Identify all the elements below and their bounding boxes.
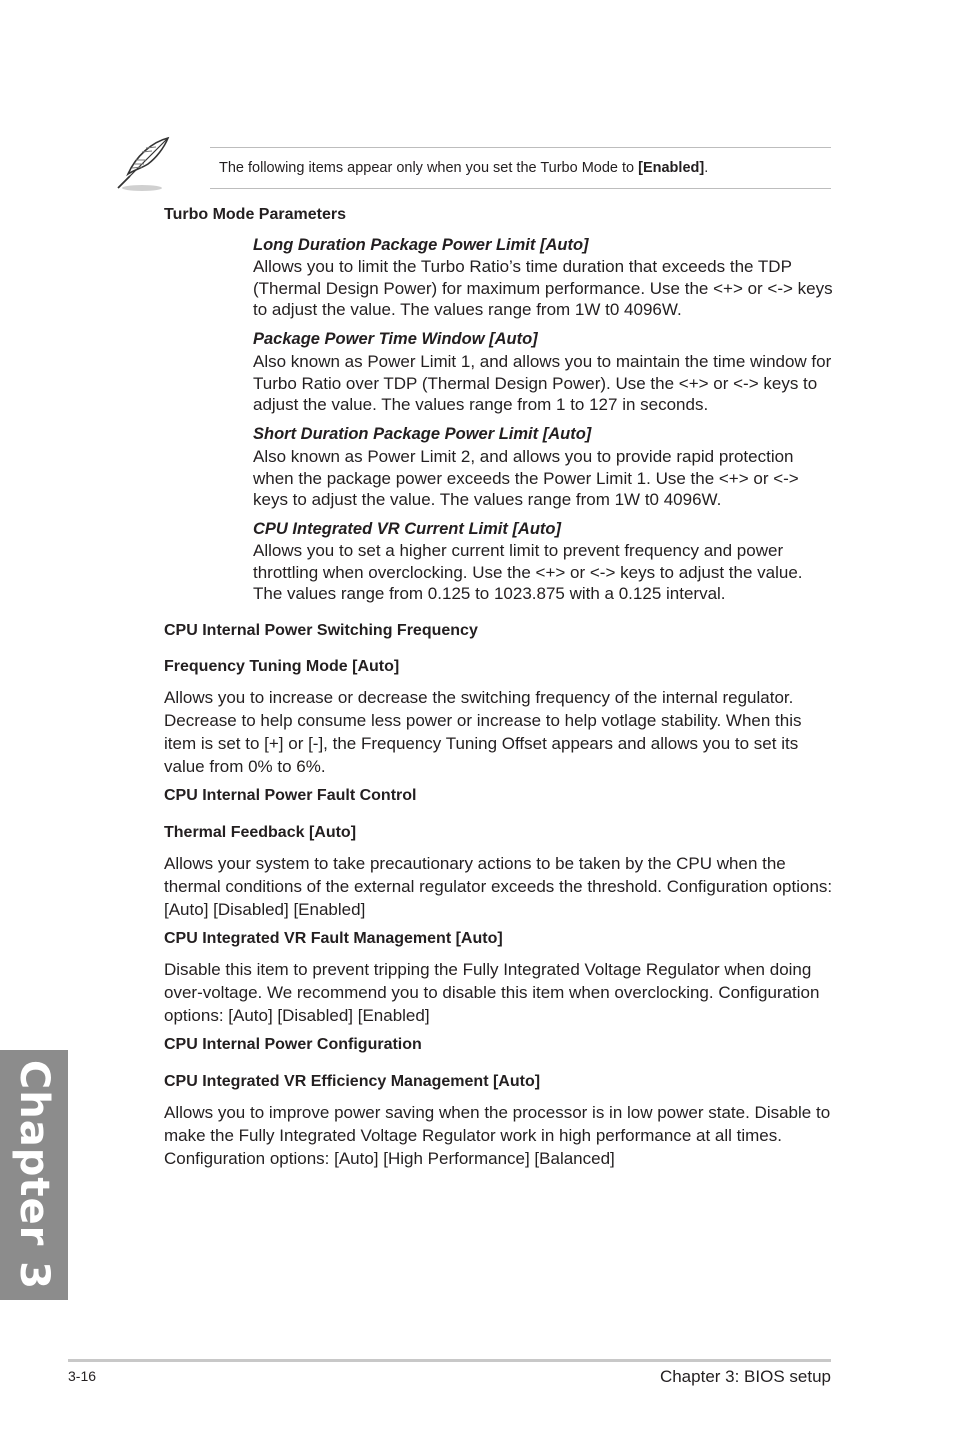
fault-control-heading: CPU Internal Power Fault Control (164, 787, 417, 804)
item-body-short-duration: Also known as Power Limit 2, and allows you to provide rapid protection when the package power exceeds the Power Limit 1. Use the <+> or <-> keys to adjust the value. The values range from 1W t0 4096W. (253, 447, 799, 510)
frequency-tuning-title: Frequency Tuning Mode [Auto] (164, 658, 400, 675)
vr-fault-body: Disable this item to prevent tripping the Fully Integrated Voltage Regulator when doing over-voltage. We recommend you to disable this item when overclocking. Configuration options: [Auto] [Disabled] [Enabled] (164, 960, 820, 1025)
item-title-vr-current-limit: CPU Integrated VR Current Limit [Auto] (253, 520, 561, 538)
frequency-tuning-body: Allows you to increase or decrease the switching frequency of the internal regulator. Decrease to help consume less power or increase to help votlage stability. When this item is set to [+] or [-], the Frequency Tuning Offset appears and allows you to set its value from 0% to 6%. (164, 688, 802, 776)
note-text: The following items appear only when you set the Turbo Mode to [Enabled]. (219, 160, 709, 176)
chapter-tab-label: Chapter 3 (11, 1059, 57, 1291)
feather-pen-icon (112, 134, 174, 192)
vr-efficiency-body: Allows you to improve power saving when the processor is in low power state. Disable to make the Fully Integrated Voltage Regulator work in high performance at all times. Configuration options: [Auto] [High Performance] [Balanced] (164, 1103, 831, 1168)
thermal-feedback-title: Thermal Feedback [Auto] (164, 824, 357, 841)
item-body-long-duration: Allows you to limit the Turbo Ratio’s time duration that exceeds the TDP (Thermal Design Power) for maximum performance. Use the <+> or <-> keys to adjust the value. The values range from 1W t0 4096W. (253, 257, 833, 320)
item-body-time-window: Also known as Power Limit 1, and allows you to maintain the time window for Turbo Ratio over TDP (Thermal Design Power). Use the <+> or <-> keys to adjust the value. The values range from 1 to 127 in seconds. (253, 352, 832, 415)
note-emphasis: [Enabled] (638, 160, 705, 176)
thermal-feedback-body: Allows your system to take precautionary actions to be taken by the CPU when the thermal conditions of the external regulator exceeds the threshold. Configuration options: [Auto] [Disabled] [Enabled] (164, 854, 833, 919)
switching-frequency-heading: CPU Internal Power Switching Frequency (164, 622, 478, 639)
item-body-vr-current-limit: Allows you to set a higher current limit to prevent frequency and power throttling when overclocking. Use the <+> or <-> keys to adjust the value. The values range from 0.125 to 1023.875 with a 0.125 interval. (253, 541, 803, 604)
page-number: 3-16 (68, 1368, 97, 1384)
item-title-long-duration: Long Duration Package Power Limit [Auto] (253, 236, 589, 254)
power-configuration-heading: CPU Internal Power Configuration (164, 1036, 422, 1053)
footer-chapter-title: Chapter 3: BIOS setup (659, 1367, 831, 1386)
vr-efficiency-title: CPU Integrated VR Efficiency Management [Auto] (164, 1073, 541, 1090)
item-title-short-duration: Short Duration Package Power Limit [Auto] (253, 425, 592, 443)
turbo-mode-heading: Turbo Mode Parameters (164, 206, 346, 223)
item-title-time-window: Package Power Time Window [Auto] (253, 330, 538, 348)
vr-fault-title: CPU Integrated VR Fault Management [Auto] (164, 930, 503, 947)
footer-divider (68, 1359, 831, 1362)
